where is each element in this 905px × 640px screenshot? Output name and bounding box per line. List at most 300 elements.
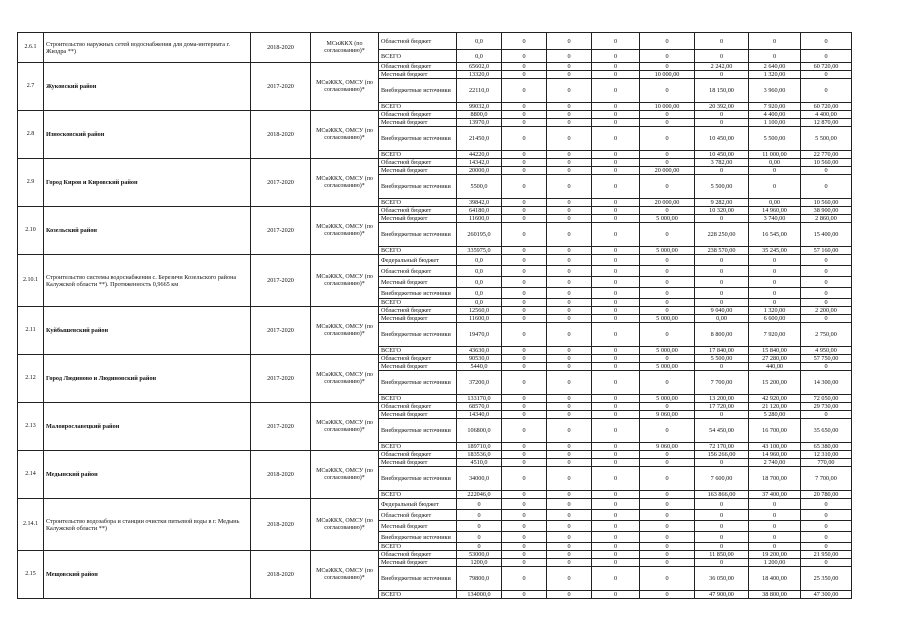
amount-cell: 0 bbox=[502, 551, 547, 559]
item-executor: МСиЖКХ, ОМСУ (по согласованию)* bbox=[311, 63, 379, 111]
amount-cell: 21 950,00 bbox=[801, 551, 852, 559]
amount-cell: 0 bbox=[695, 559, 749, 567]
amount-cell: 10 560,00 bbox=[801, 199, 852, 207]
funding-source: ВСЕГО bbox=[379, 591, 457, 599]
amount-cell: 0 bbox=[801, 411, 852, 419]
amount-cell: 0 bbox=[547, 223, 592, 247]
table-row bbox=[18, 355, 852, 363]
amount-cell: 7 700,00 bbox=[695, 371, 749, 395]
amount-cell: 0 bbox=[695, 459, 749, 467]
funding-source: Местный бюджет bbox=[379, 119, 457, 127]
amount-cell: 0 bbox=[592, 543, 640, 551]
amount-cell: 0 bbox=[592, 207, 640, 215]
amount-cell: 5 500,00 bbox=[801, 127, 852, 151]
amount-cell: 5 500,00 bbox=[695, 355, 749, 363]
amount-cell: 0 bbox=[502, 79, 547, 103]
table-row bbox=[18, 255, 852, 266]
amount-cell: 10 450,00 bbox=[695, 151, 749, 159]
funding-source: Областной бюджет bbox=[379, 33, 457, 50]
amount-cell: 0 bbox=[502, 371, 547, 395]
funding-source: Внебюджетные источники bbox=[379, 175, 457, 199]
amount-cell: 0 bbox=[640, 591, 695, 599]
item-executor: МСиЖКХ, ОМСУ (по согласованию)* bbox=[311, 159, 379, 207]
funding-source: Областной бюджет bbox=[379, 111, 457, 119]
item-period: 2017-2020 bbox=[251, 159, 311, 207]
table-body bbox=[18, 33, 852, 599]
item-period: 2018-2020 bbox=[251, 551, 311, 599]
amount-cell: 0 bbox=[592, 467, 640, 491]
amount-cell: 60 720,00 bbox=[801, 63, 852, 71]
amount-cell: 0 bbox=[547, 50, 592, 63]
item-executor: МСиЖКХ, ОМСУ (по согласованию)* bbox=[311, 255, 379, 307]
table-row bbox=[18, 403, 852, 411]
item-code: 2.13 bbox=[18, 403, 44, 451]
amount-cell: 0 bbox=[502, 543, 547, 551]
amount-cell: 0 bbox=[547, 288, 592, 299]
amount-cell: 0 bbox=[502, 459, 547, 467]
amount-cell: 37 400,00 bbox=[749, 491, 801, 499]
amount-cell: 35 650,00 bbox=[801, 419, 852, 443]
amount-cell: 0 bbox=[502, 307, 547, 315]
amount-cell: 0 bbox=[592, 315, 640, 323]
amount-cell: 0 bbox=[801, 33, 852, 50]
table-row bbox=[18, 33, 852, 50]
funding-source: Внебюджетные источники bbox=[379, 371, 457, 395]
amount-cell: 79800,0 bbox=[457, 567, 502, 591]
amount-cell: 0 bbox=[592, 288, 640, 299]
amount-cell: 0 bbox=[502, 215, 547, 223]
amount-cell: 21 120,00 bbox=[749, 403, 801, 411]
amount-cell: 17 720,00 bbox=[695, 403, 749, 411]
amount-cell: 14 300,00 bbox=[801, 371, 852, 395]
amount-cell: 0 bbox=[502, 499, 547, 510]
amount-cell: 189710,0 bbox=[457, 443, 502, 451]
amount-cell: 0 bbox=[749, 543, 801, 551]
amount-cell: 0 bbox=[592, 395, 640, 403]
item-code: 2.8 bbox=[18, 111, 44, 159]
amount-cell: 0 bbox=[547, 363, 592, 371]
funding-source: ВСЕГО bbox=[379, 443, 457, 451]
amount-cell: 770,00 bbox=[801, 459, 852, 467]
amount-cell: 0 bbox=[592, 119, 640, 127]
amount-cell: 0 bbox=[502, 277, 547, 288]
amount-cell: 0 bbox=[592, 371, 640, 395]
amount-cell: 0 bbox=[502, 532, 547, 543]
amount-cell: 0 bbox=[801, 315, 852, 323]
amount-cell: 0 bbox=[592, 510, 640, 521]
item-code: 2.12 bbox=[18, 355, 44, 403]
amount-cell: 0 bbox=[640, 266, 695, 277]
amount-cell: 0 bbox=[502, 451, 547, 459]
amount-cell: 0 bbox=[640, 419, 695, 443]
amount-cell: 0 bbox=[547, 451, 592, 459]
table-row bbox=[18, 451, 852, 459]
amount-cell: 72 170,00 bbox=[695, 443, 749, 451]
amount-cell: 11600,0 bbox=[457, 215, 502, 223]
amount-cell: 0 bbox=[547, 199, 592, 207]
amount-cell: 0 bbox=[640, 521, 695, 532]
funding-source: Внебюджетные источники bbox=[379, 127, 457, 151]
item-executor: МСиЖКХ, ОМСУ (по согласованию)* bbox=[311, 111, 379, 159]
amount-cell: 0 bbox=[695, 266, 749, 277]
amount-cell: 0 bbox=[457, 521, 502, 532]
amount-cell: 0 bbox=[502, 299, 547, 307]
amount-cell: 0 bbox=[592, 591, 640, 599]
amount-cell: 0,0 bbox=[457, 299, 502, 307]
amount-cell: 0 bbox=[592, 79, 640, 103]
amount-cell: 0 bbox=[502, 363, 547, 371]
item-code: 2.14.1 bbox=[18, 499, 44, 551]
amount-cell: 0 bbox=[640, 451, 695, 459]
amount-cell: 0 bbox=[801, 521, 852, 532]
amount-cell: 0 bbox=[592, 567, 640, 591]
amount-cell: 0 bbox=[592, 411, 640, 419]
item-code: 2.15 bbox=[18, 551, 44, 599]
budget-table-sheet bbox=[17, 32, 851, 599]
amount-cell: 4 950,00 bbox=[801, 347, 852, 355]
amount-cell: 9 040,00 bbox=[695, 307, 749, 315]
amount-cell: 0 bbox=[502, 266, 547, 277]
amount-cell: 0 bbox=[640, 355, 695, 363]
amount-cell: 4 400,00 bbox=[801, 111, 852, 119]
item-code: 2.14 bbox=[18, 451, 44, 499]
amount-cell: 0 bbox=[801, 288, 852, 299]
amount-cell: 0 bbox=[547, 411, 592, 419]
amount-cell: 3 782,00 bbox=[695, 159, 749, 167]
amount-cell: 0,0 bbox=[457, 255, 502, 266]
amount-cell: 0 bbox=[695, 119, 749, 127]
funding-source: Внебюджетные источники bbox=[379, 323, 457, 347]
amount-cell: 18 150,00 bbox=[695, 79, 749, 103]
amount-cell: 0 bbox=[547, 499, 592, 510]
funding-source: Внебюджетные источники bbox=[379, 419, 457, 443]
funding-source: Областной бюджет bbox=[379, 355, 457, 363]
amount-cell: 11 850,00 bbox=[695, 551, 749, 559]
amount-cell: 0 bbox=[640, 543, 695, 551]
amount-cell: 9 282,00 bbox=[695, 199, 749, 207]
amount-cell: 34000,0 bbox=[457, 467, 502, 491]
amount-cell: 0 bbox=[592, 255, 640, 266]
funding-source: Областной бюджет bbox=[379, 207, 457, 215]
amount-cell: 0 bbox=[592, 50, 640, 63]
amount-cell: 0 bbox=[457, 499, 502, 510]
amount-cell: 0 bbox=[640, 127, 695, 151]
amount-cell: 0 bbox=[749, 167, 801, 175]
table-row bbox=[18, 307, 852, 315]
amount-cell: 0 bbox=[547, 277, 592, 288]
amount-cell: 14 960,00 bbox=[749, 207, 801, 215]
amount-cell: 0 bbox=[749, 277, 801, 288]
funding-source: ВСЕГО bbox=[379, 395, 457, 403]
amount-cell: 7 920,00 bbox=[749, 323, 801, 347]
amount-cell: 25 350,00 bbox=[801, 567, 852, 591]
amount-cell: 0 bbox=[640, 491, 695, 499]
amount-cell: 0 bbox=[640, 299, 695, 307]
amount-cell: 133170,0 bbox=[457, 395, 502, 403]
amount-cell: 0 bbox=[640, 63, 695, 71]
table-row bbox=[18, 111, 852, 119]
amount-cell: 7 920,00 bbox=[749, 103, 801, 111]
amount-cell: 163 866,00 bbox=[695, 491, 749, 499]
amount-cell: 5 500,00 bbox=[695, 175, 749, 199]
funding-source: Областной бюджет bbox=[379, 159, 457, 167]
amount-cell: 0 bbox=[749, 33, 801, 50]
amount-cell: 156 266,00 bbox=[695, 451, 749, 459]
amount-cell: 0 bbox=[547, 559, 592, 567]
amount-cell: 0 bbox=[640, 467, 695, 491]
amount-cell: 0 bbox=[801, 532, 852, 543]
amount-cell: 0 bbox=[502, 355, 547, 363]
amount-cell: 9 060,00 bbox=[640, 411, 695, 419]
amount-cell: 0 bbox=[502, 103, 547, 111]
amount-cell: 0 bbox=[801, 277, 852, 288]
item-period: 2017-2020 bbox=[251, 255, 311, 307]
funding-source: Внебюджетные источники bbox=[379, 223, 457, 247]
amount-cell: 228 250,00 bbox=[695, 223, 749, 247]
amount-cell: 0 bbox=[640, 223, 695, 247]
funding-source: Областной бюджет bbox=[379, 551, 457, 559]
funding-source: Федеральный бюджет bbox=[379, 255, 457, 266]
amount-cell: 10 320,00 bbox=[695, 207, 749, 215]
amount-cell: 0,00 bbox=[749, 199, 801, 207]
amount-cell: 0 bbox=[547, 567, 592, 591]
item-name: Медынский район bbox=[44, 451, 251, 499]
amount-cell: 0 bbox=[592, 323, 640, 347]
item-name: Козельский район bbox=[44, 207, 251, 255]
item-period: 2018-2020 bbox=[251, 111, 311, 159]
amount-cell: 5 000,00 bbox=[640, 247, 695, 255]
amount-cell: 64180,0 bbox=[457, 207, 502, 215]
amount-cell: 60 720,00 bbox=[801, 103, 852, 111]
amount-cell: 0 bbox=[695, 111, 749, 119]
amount-cell: 5 000,00 bbox=[640, 215, 695, 223]
amount-cell: 22 770,00 bbox=[801, 151, 852, 159]
amount-cell: 22110,0 bbox=[457, 79, 502, 103]
funding-source: Местный бюджет bbox=[379, 277, 457, 288]
amount-cell: 38 900,00 bbox=[801, 207, 852, 215]
item-name: Строительство водозабора и станции очистки питьевой воды в г. Медынь Калужской области **) bbox=[44, 499, 251, 551]
funding-source: Местный бюджет bbox=[379, 559, 457, 567]
amount-cell: 20 000,00 bbox=[640, 199, 695, 207]
amount-cell: 5 000,00 bbox=[640, 395, 695, 403]
amount-cell: 0 bbox=[502, 288, 547, 299]
amount-cell: 65602,0 bbox=[457, 63, 502, 71]
table-row bbox=[18, 63, 852, 71]
amount-cell: 0 bbox=[502, 419, 547, 443]
amount-cell: 0 bbox=[640, 151, 695, 159]
amount-cell: 0 bbox=[695, 299, 749, 307]
amount-cell: 0 bbox=[749, 255, 801, 266]
amount-cell: 0 bbox=[592, 521, 640, 532]
amount-cell: 11 000,00 bbox=[749, 151, 801, 159]
amount-cell: 0 bbox=[592, 451, 640, 459]
amount-cell: 0 bbox=[502, 247, 547, 255]
amount-cell: 5440,0 bbox=[457, 363, 502, 371]
item-period: 2018-2020 bbox=[251, 451, 311, 499]
funding-source: Внебюджетные источники bbox=[379, 79, 457, 103]
amount-cell: 0 bbox=[695, 215, 749, 223]
amount-cell: 0 bbox=[547, 443, 592, 451]
amount-cell: 0 bbox=[547, 551, 592, 559]
amount-cell: 57 750,00 bbox=[801, 355, 852, 363]
funding-source: ВСЕГО bbox=[379, 247, 457, 255]
amount-cell: 0 bbox=[502, 510, 547, 521]
amount-cell: 0 bbox=[547, 591, 592, 599]
amount-cell: 0 bbox=[640, 510, 695, 521]
amount-cell: 5 500,00 bbox=[749, 127, 801, 151]
amount-cell: 0 bbox=[695, 499, 749, 510]
amount-cell: 0 bbox=[801, 71, 852, 79]
amount-cell: 1 200,00 bbox=[749, 559, 801, 567]
item-code: 2.6.1 bbox=[18, 33, 44, 63]
amount-cell: 0 bbox=[640, 159, 695, 167]
amount-cell: 0 bbox=[502, 33, 547, 50]
item-period: 2017-2020 bbox=[251, 63, 311, 111]
amount-cell: 11600,0 bbox=[457, 315, 502, 323]
amount-cell: 0 bbox=[547, 315, 592, 323]
amount-cell: 17 840,00 bbox=[695, 347, 749, 355]
amount-cell: 5 000,00 bbox=[640, 347, 695, 355]
amount-cell: 0 bbox=[547, 395, 592, 403]
amount-cell: 4510,0 bbox=[457, 459, 502, 467]
amount-cell: 0 bbox=[547, 521, 592, 532]
funding-source: ВСЕГО bbox=[379, 151, 457, 159]
amount-cell: 0 bbox=[502, 111, 547, 119]
amount-cell: 18 700,00 bbox=[749, 467, 801, 491]
amount-cell: 10 450,00 bbox=[695, 127, 749, 151]
funding-source: ВСЕГО bbox=[379, 50, 457, 63]
amount-cell: 0,0 bbox=[457, 266, 502, 277]
funding-source: Местный бюджет bbox=[379, 71, 457, 79]
amount-cell: 0 bbox=[592, 551, 640, 559]
amount-cell: 0 bbox=[695, 50, 749, 63]
amount-cell: 0 bbox=[640, 277, 695, 288]
item-period: 2017-2020 bbox=[251, 403, 311, 451]
item-executor: МСиЖКХ, ОМСУ (по согласованию)* bbox=[311, 451, 379, 499]
item-code: 2.7 bbox=[18, 63, 44, 111]
amount-cell: 0 bbox=[749, 50, 801, 63]
amount-cell: 0 bbox=[640, 459, 695, 467]
amount-cell: 0,0 bbox=[457, 33, 502, 50]
amount-cell: 0 bbox=[547, 215, 592, 223]
amount-cell: 0 bbox=[592, 266, 640, 277]
amount-cell: 0,0 bbox=[457, 50, 502, 63]
amount-cell: 14340,0 bbox=[457, 411, 502, 419]
item-executor: МСиЖКХ, ОМСУ (по согласованию)* bbox=[311, 307, 379, 355]
amount-cell: 0 bbox=[640, 119, 695, 127]
amount-cell: 5 000,00 bbox=[640, 315, 695, 323]
funding-source: Внебюджетные источники bbox=[379, 467, 457, 491]
amount-cell: 0 bbox=[695, 411, 749, 419]
amount-cell: 68570,0 bbox=[457, 403, 502, 411]
amount-cell: 39842,0 bbox=[457, 199, 502, 207]
amount-cell: 0 bbox=[592, 33, 640, 50]
amount-cell: 0 bbox=[801, 510, 852, 521]
amount-cell: 0 bbox=[547, 167, 592, 175]
amount-cell: 0 bbox=[640, 175, 695, 199]
amount-cell: 2 640,00 bbox=[749, 63, 801, 71]
item-name: Строительство наружных сетей водоснабжения для дома-интерната г. Жиздра **) bbox=[44, 33, 251, 63]
amount-cell: 0 bbox=[592, 175, 640, 199]
amount-cell: 5 280,00 bbox=[749, 411, 801, 419]
amount-cell: 0 bbox=[749, 288, 801, 299]
amount-cell: 0 bbox=[547, 159, 592, 167]
item-code: 2.9 bbox=[18, 159, 44, 207]
amount-cell: 0 bbox=[502, 175, 547, 199]
funding-source: Местный бюджет bbox=[379, 459, 457, 467]
amount-cell: 57 160,00 bbox=[801, 247, 852, 255]
amount-cell: 37200,0 bbox=[457, 371, 502, 395]
item-executor: МСиЖКХ, ОМСУ (по согласованию)* bbox=[311, 403, 379, 451]
amount-cell: 0 bbox=[592, 247, 640, 255]
amount-cell: 0 bbox=[547, 459, 592, 467]
funding-source: ВСЕГО bbox=[379, 491, 457, 499]
amount-cell: 36 050,00 bbox=[695, 567, 749, 591]
table-row bbox=[18, 207, 852, 215]
amount-cell: 38 800,00 bbox=[749, 591, 801, 599]
amount-cell: 7 600,00 bbox=[695, 467, 749, 491]
amount-cell: 1 320,00 bbox=[749, 71, 801, 79]
amount-cell: 0 bbox=[547, 71, 592, 79]
amount-cell: 0 bbox=[749, 299, 801, 307]
item-code: 2.10 bbox=[18, 207, 44, 255]
amount-cell: 183536,0 bbox=[457, 451, 502, 459]
funding-source: Местный бюджет bbox=[379, 215, 457, 223]
amount-cell: 90530,0 bbox=[457, 355, 502, 363]
amount-cell: 0 bbox=[547, 175, 592, 199]
amount-cell: 0,0 bbox=[457, 288, 502, 299]
amount-cell: 0 bbox=[457, 543, 502, 551]
funding-source: Областной бюджет bbox=[379, 451, 457, 459]
funding-source: Местный бюджет bbox=[379, 521, 457, 532]
amount-cell: 0 bbox=[502, 223, 547, 247]
amount-cell: 12 870,00 bbox=[801, 119, 852, 127]
amount-cell: 72 050,00 bbox=[801, 395, 852, 403]
amount-cell: 0 bbox=[547, 510, 592, 521]
amount-cell: 0 bbox=[502, 167, 547, 175]
amount-cell: 35 245,00 bbox=[749, 247, 801, 255]
amount-cell: 0 bbox=[801, 363, 852, 371]
amount-cell: 10 560,00 bbox=[801, 159, 852, 167]
amount-cell: 0 bbox=[640, 307, 695, 315]
amount-cell: 29 730,00 bbox=[801, 403, 852, 411]
amount-cell: 0 bbox=[547, 63, 592, 71]
amount-cell: 44220,0 bbox=[457, 151, 502, 159]
amount-cell: 0 bbox=[640, 323, 695, 347]
amount-cell: 0 bbox=[592, 127, 640, 151]
program-funding-table bbox=[17, 32, 852, 599]
amount-cell: 7 700,00 bbox=[801, 467, 852, 491]
amount-cell: 0 bbox=[547, 151, 592, 159]
amount-cell: 0 bbox=[592, 307, 640, 315]
amount-cell: 0 bbox=[801, 299, 852, 307]
amount-cell: 5 000,00 bbox=[640, 363, 695, 371]
item-name: Износковский район bbox=[44, 111, 251, 159]
amount-cell: 14342,0 bbox=[457, 159, 502, 167]
amount-cell: 106800,0 bbox=[457, 419, 502, 443]
amount-cell: 0,0 bbox=[457, 277, 502, 288]
amount-cell: 0 bbox=[695, 255, 749, 266]
amount-cell: 0 bbox=[592, 71, 640, 79]
amount-cell: 0 bbox=[547, 543, 592, 551]
funding-source: ВСЕГО bbox=[379, 299, 457, 307]
amount-cell: 0 bbox=[592, 299, 640, 307]
amount-cell: 8 800,00 bbox=[695, 323, 749, 347]
amount-cell: 440,00 bbox=[749, 363, 801, 371]
funding-source: ВСЕГО bbox=[379, 543, 457, 551]
amount-cell: 1200,0 bbox=[457, 559, 502, 567]
amount-cell: 0 bbox=[547, 403, 592, 411]
